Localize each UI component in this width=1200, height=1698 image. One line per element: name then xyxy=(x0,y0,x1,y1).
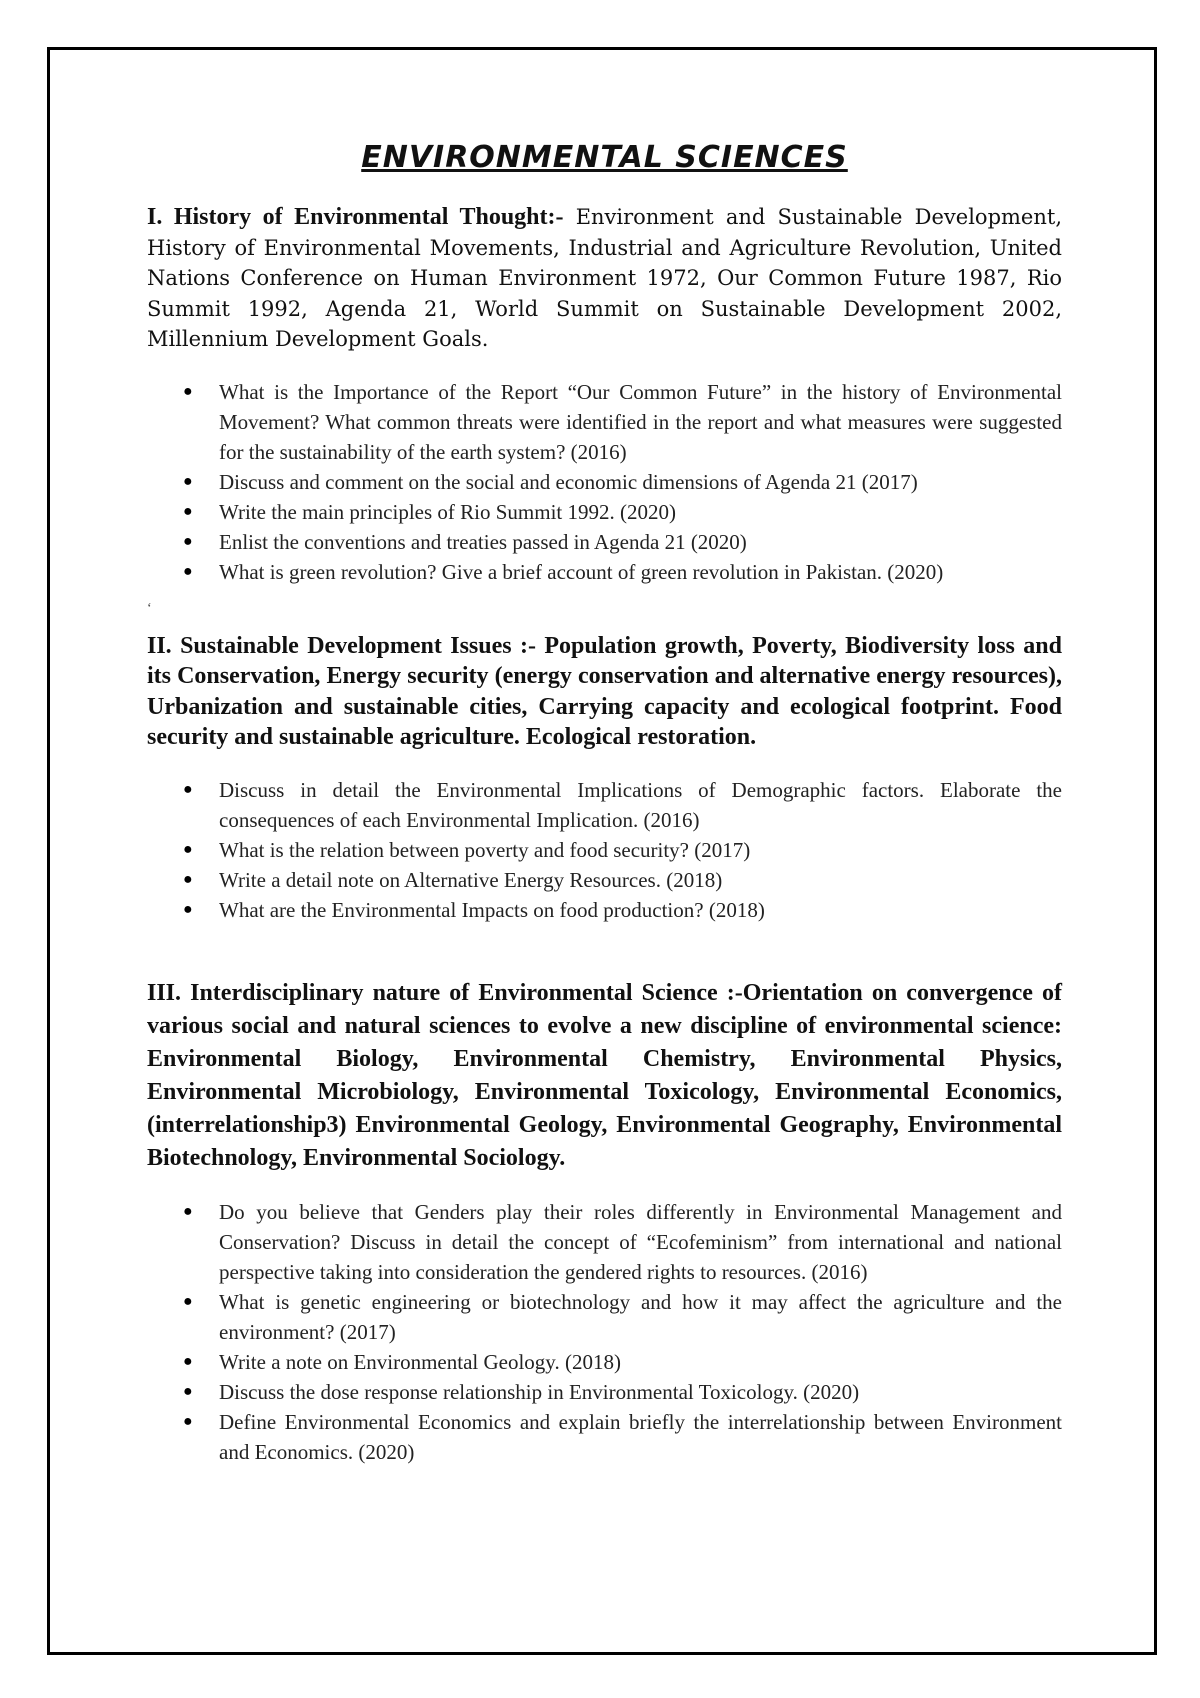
question-text: Write a detail note on Alternative Energy Resources. (2018) xyxy=(219,867,723,892)
document-title: ENVIRONMENTAL SCIENCES xyxy=(361,140,848,175)
section-interdisciplinary xyxy=(147,977,1062,1467)
question-item xyxy=(183,1287,1062,1347)
question-item xyxy=(183,865,1062,895)
question-text: What is green revolution? Give a brief account of green revolution in Pakistan. (2020) xyxy=(219,559,944,584)
bullet-icon: ● xyxy=(183,532,193,550)
question-item xyxy=(183,467,1062,497)
section-topics: Environment and Sustainable Development, History of Environmental Movements, Industrial and Agriculture Revolution, United Nations Conference on Human Environment 1972, Our Common Future 1987, Rio Summit 1992, Agenda 21, World Summit on Sustainable Development 2002, Millennium Development Goals. xyxy=(147,205,1062,351)
question-list xyxy=(147,775,1062,925)
bullet-icon: ● xyxy=(183,780,193,798)
question-text: Do you believe that Genders play their roles differently in Environmental Management and Conservation? Discuss in detail the concept of “Ecofeminism” from international and national perspective taking into consideration the gendered rights to resources. (2016) xyxy=(219,1199,1062,1284)
bullet-icon: ● xyxy=(183,562,193,580)
bullet-icon: ● xyxy=(183,870,193,888)
section-heading xyxy=(147,977,1062,1175)
question-text: Enlist the conventions and treaties passed in Agenda 21 (2020) xyxy=(219,529,747,554)
stray-mark: ‘ xyxy=(147,600,152,616)
section-heading xyxy=(147,631,1062,753)
question-text: Write a note on Environmental Geology. (2018) xyxy=(219,1349,621,1374)
question-text: Discuss and comment on the social and economic dimensions of Agenda 21 (2017) xyxy=(219,469,918,494)
section-title: I. History of Environmental Thought:- xyxy=(147,204,564,230)
bullet-icon: ● xyxy=(183,382,193,400)
bullet-icon: ● xyxy=(183,1352,193,1370)
question-list xyxy=(147,1197,1062,1467)
bullet-icon: ● xyxy=(183,900,193,918)
question-text: What is the Importance of the Report “Our Common Future” in the history of Environmental Movement? What common threats were identified in the report and what measures were suggested for the sustainability of the earth system? (2016) xyxy=(219,379,1062,464)
section-sustainable-development xyxy=(147,631,1062,925)
section-title: III. Interdisciplinary nature of Environmental Science :- xyxy=(147,979,743,1006)
question-text: What is genetic engineering or biotechnology and how it may affect the agriculture and the environment? (2017) xyxy=(219,1289,1062,1344)
question-item xyxy=(183,835,1062,865)
question-text: Define Environmental Economics and explain briefly the interrelationship between Environment and Economics. (2020) xyxy=(219,1409,1062,1464)
question-item xyxy=(183,895,1062,925)
section-title: II. Sustainable Development Issues :- xyxy=(147,632,536,659)
question-text: Write the main principles of Rio Summit 1992. (2020) xyxy=(219,499,677,524)
question-text: What is the relation between poverty and food security? (2017) xyxy=(219,837,751,862)
question-text: Discuss in detail the Environmental Implications of Demographic factors. Elaborate the consequences of each Environmental Implication. (2016) xyxy=(219,777,1062,832)
question-list xyxy=(147,377,1062,587)
question-item xyxy=(183,1377,1062,1407)
section-history xyxy=(147,202,1062,587)
question-item xyxy=(183,527,1062,557)
question-item xyxy=(183,377,1062,467)
question-item xyxy=(183,557,1062,587)
bullet-icon: ● xyxy=(183,502,193,520)
section-topics: Orientation on convergence of various social and natural sciences to evolve a new discipline of environmental science: Environmental Biology, Environmental Chemistry, Environmental Physics, Environmental Microbiology, Environmental Toxicology, Environmental Economics,(interrelationship3) Environmental Geology, Environmental Geography, Environmental Biotechnology, Environmental Sociology. xyxy=(147,979,1063,1171)
bullet-icon: ● xyxy=(183,1292,193,1310)
bullet-icon: ● xyxy=(183,1382,193,1400)
bullet-icon: ● xyxy=(183,472,193,490)
section-topics: Population growth, Poverty, Biodiversity loss and its Conservation, Energy security (energy conservation and alternative energy resources), Urbanization and sustainable cities, Carrying capacity and ecological footprint. Food security and sustainable agriculture. Ecological restoration. xyxy=(147,632,1062,750)
question-item xyxy=(183,775,1062,835)
question-text: What are the Environmental Impacts on food production? (2018) xyxy=(219,897,765,922)
bullet-icon: ● xyxy=(183,840,193,858)
bullet-icon: ● xyxy=(183,1202,193,1220)
bullet-icon: ● xyxy=(183,1412,193,1430)
question-item xyxy=(183,1197,1062,1287)
question-text: Discuss the dose response relationship in Environmental Toxicology. (2020) xyxy=(219,1379,860,1404)
section-heading xyxy=(147,202,1062,355)
question-item xyxy=(183,1407,1062,1467)
question-item xyxy=(183,497,1062,527)
document-body xyxy=(147,140,1062,1467)
question-item xyxy=(183,1347,1062,1377)
